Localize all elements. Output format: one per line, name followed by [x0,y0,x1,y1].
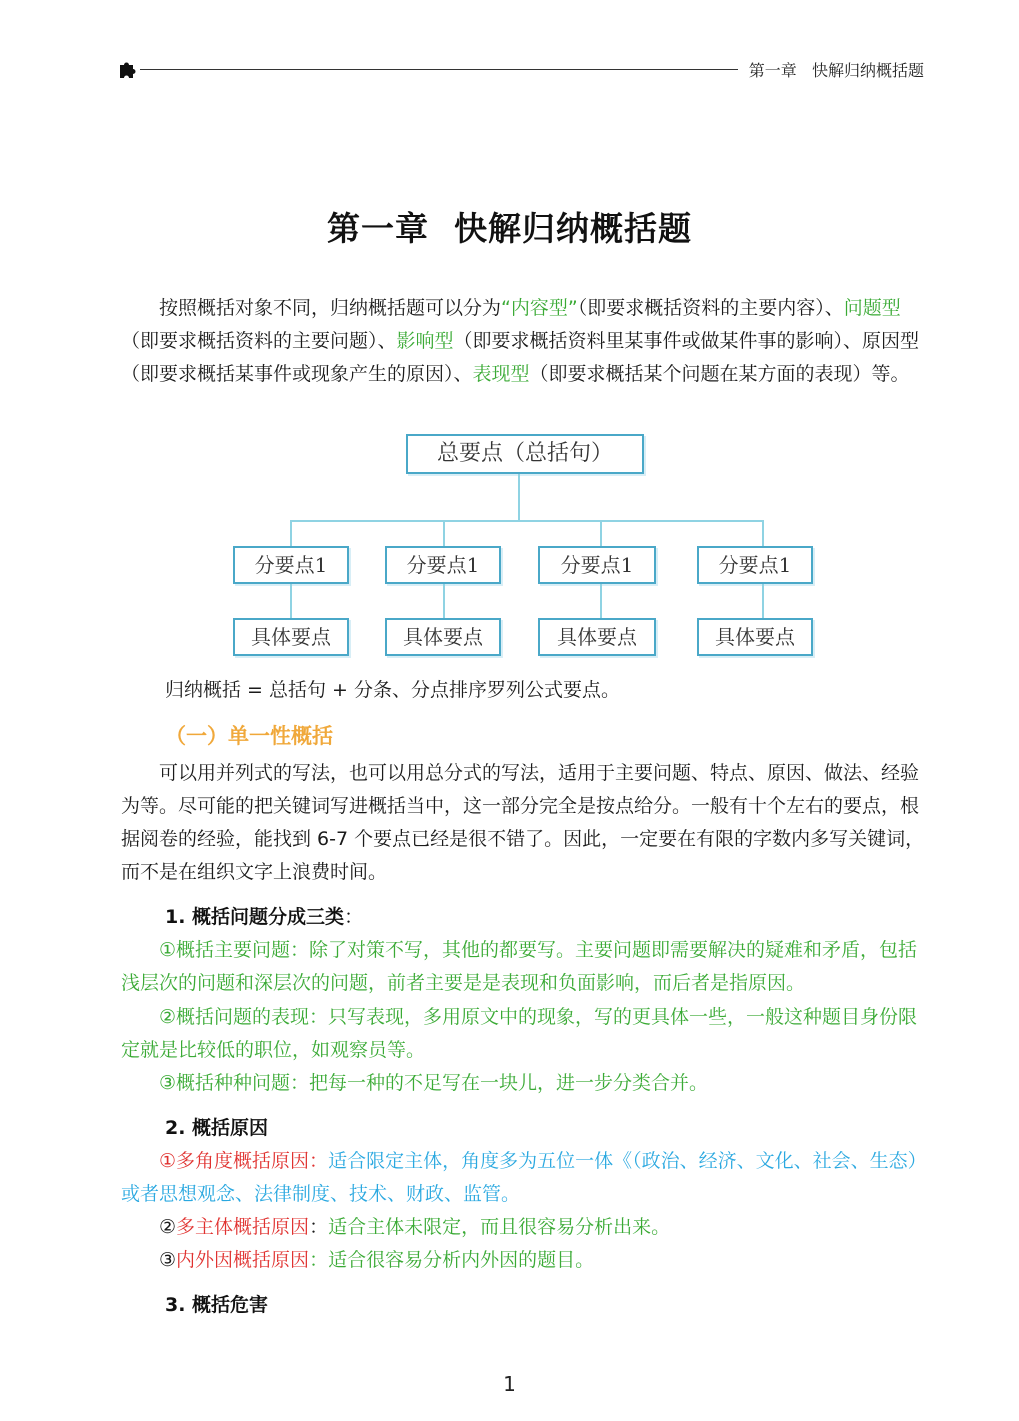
diagram-detail-box: 具体要点 [385,618,501,656]
cause-label: 内外因概括原因 [176,1249,310,1271]
header-rule [140,69,738,70]
section-body-single: 可以用并列式的写法，也可以用总分式的写法，适用于主要问题、特点、原因、做法、经验为等。尽可能的把关键词写进概括当中，这一部分完全是按点给分。一般有十个左右的要点，根据阅卷的经验，能找到 6-7 个要点已经是很不错了。因此，一定要在有限的字数内多写关键词，而不是在组织文字上浪费时间。 [121,762,925,883]
page-header [118,56,924,82]
intro-text-3: （即要求概括资料的主要问题）、 [121,330,397,352]
header-chapter: 第一章 [748,61,797,80]
cause-item-multi-subject [121,1211,927,1244]
subheading-causes: 2. 概括原因 [165,1117,269,1139]
intro-paragraph [121,292,927,391]
diagram-detail-box: 具体要点 [538,618,656,656]
chapter-title: 第一章 快解归纳概括题 [327,209,692,248]
diagram-connector [762,584,764,618]
problem-type-item: ③概括种种问题：把每一种的不足写在一块儿，进一步分类合并。 [159,1072,709,1094]
problem-type-item: ①概括主要问题：除了对策不写，其他的都要写。主要问题即需要解决的疑难和矛盾，包括浅层次的问题和深层次的问题，前者主要是是表现和负面影响，而后者是指原因。 [121,939,918,994]
intro-text-2: （即要求概括资料的主要内容）、 [577,297,844,319]
diagram-branch-box: 分要点1 [697,546,813,584]
type-manifestation: 表现型 [472,363,530,385]
cause-sep: ： [309,1249,329,1271]
cause-label: ①多角度概括原因 [159,1150,310,1172]
formula-text: 归纳概括 = 总括句 + 分条、分点排序罗列公式要点。 [165,679,620,701]
diagram-connector [600,584,602,618]
cause-item-multi-angle [121,1145,927,1211]
diagram-connector [518,474,520,522]
cause-num: ③ [159,1249,177,1271]
summary-structure-diagram [0,430,1019,665]
section-heading-single: （一）单一性概括 [165,724,333,748]
subheading-problem-types-text: 1. 概括问题分成三类 [165,906,345,928]
page-number: 1 [503,1372,516,1396]
cause-item-internal-external [121,1244,927,1277]
diagram-connector [600,520,602,546]
cause-sep: ： [309,1216,329,1238]
type-problem: 问题型 [843,297,901,319]
diagram-connector [762,520,764,546]
diagram-detail-box: 具体要点 [697,618,813,656]
subheading-harms: 3. 概括危害 [165,1294,269,1316]
diagram-connector [290,520,292,546]
diagram-connector [443,584,445,618]
diagram-connector [290,584,292,618]
problem-type-item: ②概括问题的表现：只写表现，多用原文中的现象，写的更具体一些，一般这种题目身份限定就是比较低的职位，如观察员等。 [121,1006,918,1061]
cause-sep: ： [309,1150,329,1172]
puzzle-piece-icon [118,59,138,79]
diagram-branch-box: 分要点1 [385,546,501,584]
diagram-connector [443,520,445,546]
diagram-branch-box: 分要点1 [233,546,349,584]
intro-text-5: （即要求概括某个问题在某方面的表现）等。 [529,363,910,385]
subheading-colon: ： [344,906,364,928]
diagram-detail-box: 具体要点 [233,618,349,656]
intro-text-1: 按照概括对象不同，归纳概括题可以分为 [159,297,502,319]
cause-text: 适合很容易分析内外因的题目。 [328,1249,595,1271]
header-text [749,58,924,81]
diagram-connector [290,520,764,522]
diagram-branch-box: 分要点1 [538,546,656,584]
intro-text-4: （即要求概括资料里某事件或做某件事的影响）、原因型（即要求概括某事件或现象产生的原因）、 [121,330,920,385]
cause-label: 多主体概括原因 [176,1216,310,1238]
subheading-problem-types [165,902,363,929]
diagram-root-box: 总要点（总括句） [406,434,644,474]
type-impact: 影响型 [396,330,454,352]
header-section-title: 快解归纳概括题 [811,61,924,80]
cause-num: ② [159,1216,177,1238]
cause-text: 适合限定主体，角度多为五位一体《（政治、经济、文化、社会、生态）或者思想观念、法律制度、技术、财政、监管。 [121,1150,927,1205]
cause-text: 适合主体未限定，而且很容易分析出来。 [328,1216,671,1238]
type-content: “内容型” [501,297,578,319]
